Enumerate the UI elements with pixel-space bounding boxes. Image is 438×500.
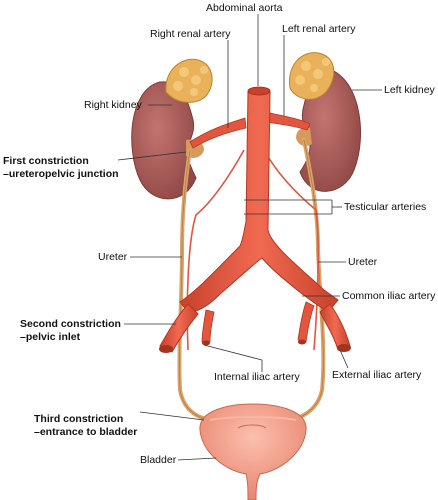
label-ureteropelvic-junction: –ureteropelvic junction	[3, 168, 119, 180]
label-testicular-arteries: Testicular arteries	[344, 201, 427, 213]
right-renal-artery	[190, 118, 246, 148]
label-pelvic-inlet: –pelvic inlet	[20, 331, 81, 343]
label-left-renal-artery: Left renal artery	[282, 23, 356, 35]
label-ureter-right-side: Ureter	[98, 251, 128, 263]
label-abdominal-aorta: Abdominal aorta	[206, 2, 283, 14]
bladder	[200, 404, 306, 500]
label-first-constriction: First constriction	[3, 155, 89, 167]
label-second-constriction: Second constriction	[20, 318, 121, 330]
label-left-kidney: Left kidney	[384, 84, 435, 96]
label-common-iliac-artery: Common iliac artery	[342, 290, 436, 302]
right-adrenal-gland	[166, 59, 212, 102]
label-entrance-to-bladder: –entrance to bladder	[34, 426, 138, 438]
label-internal-iliac-artery: Internal iliac artery	[214, 371, 300, 383]
label-ureter-left-side: Ureter	[348, 256, 378, 268]
internal-iliac-artery	[202, 302, 314, 346]
label-right-renal-artery: Right renal artery	[150, 28, 231, 40]
label-right-kidney: Right kidney	[84, 99, 142, 111]
label-bladder: Bladder	[140, 454, 177, 466]
label-third-constriction: Third constriction	[34, 413, 124, 425]
label-external-iliac-artery: External iliac artery	[332, 369, 422, 381]
